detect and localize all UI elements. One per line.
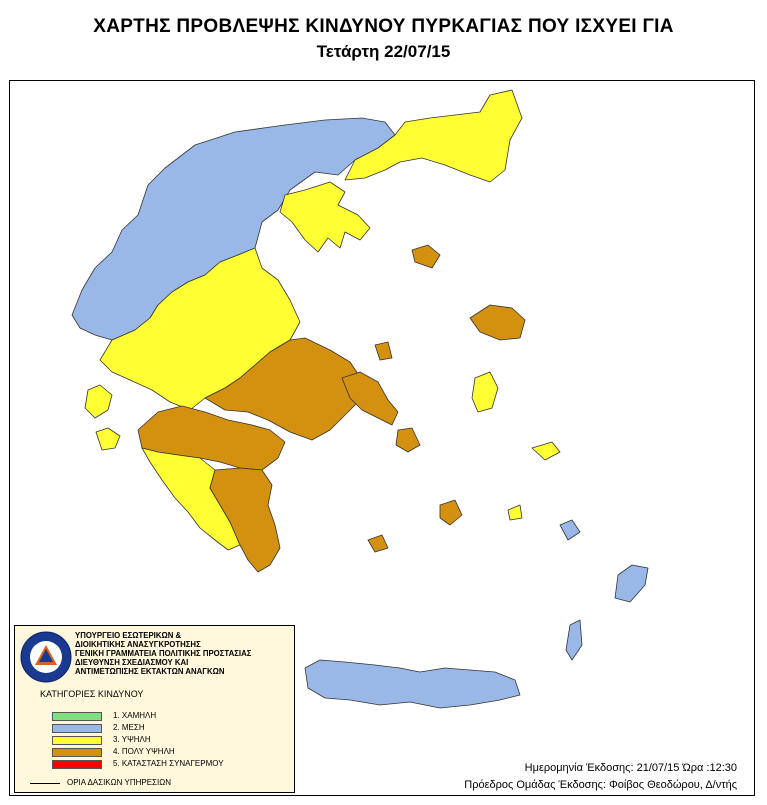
org-line-1: ΥΠΟΥΡΓΕΙΟ ΕΣΩΤΕΡΙΚΩΝ &: [75, 631, 182, 640]
region-ionian-islands: [85, 385, 120, 450]
categories-heading: ΚΑΤΗΓΟΡΙΕΣ ΚΙΝΔΥΝΟΥ: [40, 689, 144, 699]
legend-swatch-low: [52, 712, 102, 721]
legend-label-very-high: 4. ΠΟΛΥ ΥΨΗΛΗ: [113, 747, 175, 756]
legend-swatch-high: [52, 736, 102, 745]
region-evia: [342, 372, 398, 425]
issue-date: Ημερομηνία Έκδοσης: 21/07/15 Ώρα :12:30: [524, 762, 737, 774]
legend-swatch-alert: [52, 760, 102, 769]
legend-boundary-line: [30, 783, 60, 784]
map-title: ΧΑΡΤΗΣ ΠΡΟΒΛΕΨΗΣ ΚΙΝΔΥΝΟΥ ΠΥΡΚΑΓΙΑΣ ΠΟΥ ΙΣΧΥΕΙ ΓΙΑ: [93, 16, 674, 37]
region-dodecanese: [560, 520, 648, 660]
org-line-2: ΔΙΟΙΚΗΤΙΚΗΣ ΑΝΑΣΥΓΚΡΟΤΗΣΗΣ: [75, 640, 201, 649]
civil-protection-logo: [20, 631, 72, 683]
org-line-4: ΔΙΕΥΘΥΝΣΗ ΣΧΕΔΙΑΣΜΟΥ ΚΑΙ: [75, 658, 189, 667]
region-crete: [305, 660, 520, 708]
region-chalkidiki: [280, 182, 370, 252]
legend-label-low: 1. ΧΑΜΗΛΗ: [113, 711, 157, 720]
org-line-3: ΓΕΝΙΚΗ ΓΡΑΜΜΑΤΕΙΑ ΠΟΛΙΤΙΚΗΣ ΠΡΟΣΤΑΣΙΑΣ: [75, 649, 252, 658]
org-line-5: ΑΝΤΙΜΕΤΩΠΙΣΗΣ ΕΚΤΑΚΤΩΝ ΑΝΑΓΚΩΝ: [75, 667, 225, 676]
map-legend: [14, 625, 295, 793]
map-date: Τετάρτη 22/07/15: [316, 42, 451, 61]
legend-swatch-very-high: [52, 748, 102, 757]
region-chios-samos-rhodes-area: [472, 372, 560, 520]
legend-label-alert: 5. ΚΑΤΑΣΤΑΣΗ ΣΥΝΑΓΕΡΜΟΥ: [113, 759, 224, 768]
legend-label-medium: 2. ΜΕΣΗ: [113, 723, 145, 732]
region-lesvos-limnos-cyclades: [368, 245, 525, 552]
legend-swatch-medium: [52, 724, 102, 733]
issue-author: Πρόεδρος Ομάδας Έκδοσης: Φοίβος Θεοδώρου, Δ/ντής: [464, 779, 737, 791]
legend-boundary-label: ΟΡΙΑ ΔΑΣΙΚΩΝ ΥΠΗΡΕΣΙΩΝ: [67, 778, 171, 787]
legend-label-high: 3. ΥΨΗΛΗ: [113, 735, 151, 744]
